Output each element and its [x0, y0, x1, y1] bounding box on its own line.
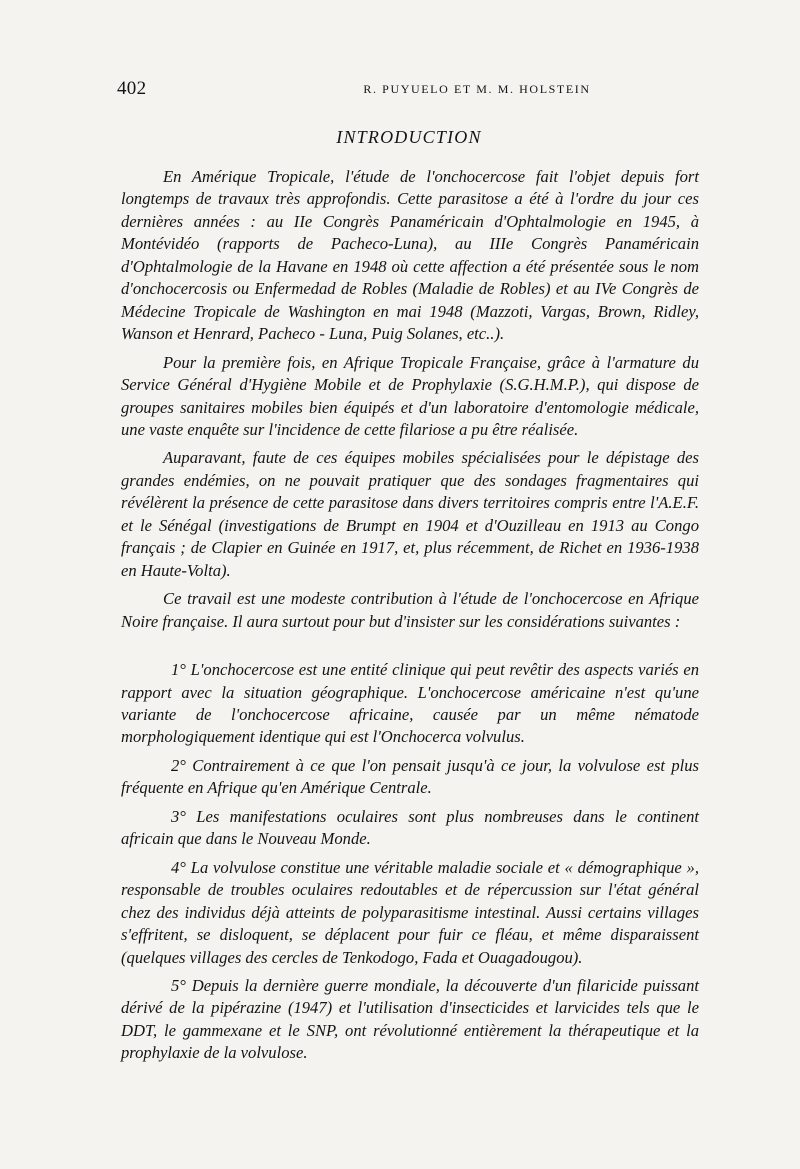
point-1: 1° L'onchocercose est une entité clinique qui peut revêtir des aspects variés en rapport avec la situation géographique. L'onchocercose américaine n'est qu'une variante de l'onchocercose africaine, causée par un même nématode morphologiquement identique qui est l'Onchocerca volvulus.	[121, 660, 699, 747]
point-5: 5° Depuis la dernière guerre mondiale, la découverte d'un filaricide puissant dérivé de la pipérazine (1947) et l'utilisation d'insecticides et larvicides tels que le DDT, le gammexane et le SNP, ont révolutionné entièrement la thérapeutique et la prophylaxie de la volvulose.	[121, 975, 699, 1063]
paragraph-aims: Ce travail est une modeste contribution à l'étude de l'onchocercose en Afrique Noire française. Il aura surtout pour but d'insister sur les considérations suivantes :	[121, 589, 699, 631]
running-header	[117, 78, 727, 100]
paragraph-previous-surveys: Auparavant, faute de ces équipes mobiles spécialisées pour le dépistage des grandes endémies, on ne pouvait pratiquer que des sondages fragmentaires qui révélèrent la présence de cette parasitose dans divers territoires compris entre l'A.E.F. et le Sénégal (investigations de Brumpt en 1904 et d'Ouzilleau en 1913 au Congo français ; de Clapier en Guinée en 1917, et, plus récemment, de Richet en 1936-1938 en Haute-Volta).	[121, 448, 699, 580]
page-number: 402	[117, 78, 147, 99]
point-3: 3° Les manifestations oculaires sont plus nombreuses dans le continent africain que dans le Nouveau Monde.	[121, 806, 699, 849]
point-2: 2° Contrairement à ce que l'on pensait jusqu'à ce jour, la volvulose est plus fréquente en Afrique qu'en Amérique Centrale.	[121, 755, 699, 798]
section-title: INTRODUCTION	[336, 127, 482, 147]
paragraph-french-tropical-africa: Pour la première fois, en Afrique Tropicale Française, grâce à l'armature du Service Général d'Hygiène Mobile et de Prophylaxie (S.G.H.M.P.), qui dispose de groupes sanitaires mobiles bien équipés et d'un laboratoire d'entomologie médicale, une vaste enquête sur l'incidence de cette filariose a pu être réalisée.	[121, 352, 699, 439]
article-body	[121, 166, 699, 1071]
paragraph-intro-americas: En Amérique Tropicale, l'étude de l'onchocercose fait l'objet depuis fort longtemps de travaux très approfondis. Cette parasitose a été à l'ordre du jour ces dernières années : au IIe Congrès Panaméricain d'Ophtalmologie en 1945, à Montévidéo (rapports de Pacheco-Luna), au IIIe Congrès Panaméricain d'Ophtalmologie de la Havane en 1948 où cette affection a été présentée sous le nom d'onchocercosis ou Enfermedad de Robles (Maladie de Robles) et au IVe Congrès de Médecine Tropicale de Washington en mai 1948 (Mazzoti, Vargas, Brown, Ridley, Wanson et Henrard, Pacheco - Luna, Puig Solanes, etc..).	[121, 167, 699, 344]
point-4: 4° La volvulose constitue une véritable maladie sociale et « démographique », responsable de troubles oculaires redoutables et de répercussion sur l'état général chez des individus déjà atteints de polyparasitisme intestinal. Aussi certains villages s'effritent, se disloquent, se déplacent pour fuir ce fléau, et même disparaissent (quelques villages des cercles de Tenkodogo, Fada et Ouagadougou).	[121, 857, 699, 967]
running-head-authors: R. PUYUELO ET M. M. HOLSTEIN	[363, 82, 591, 96]
